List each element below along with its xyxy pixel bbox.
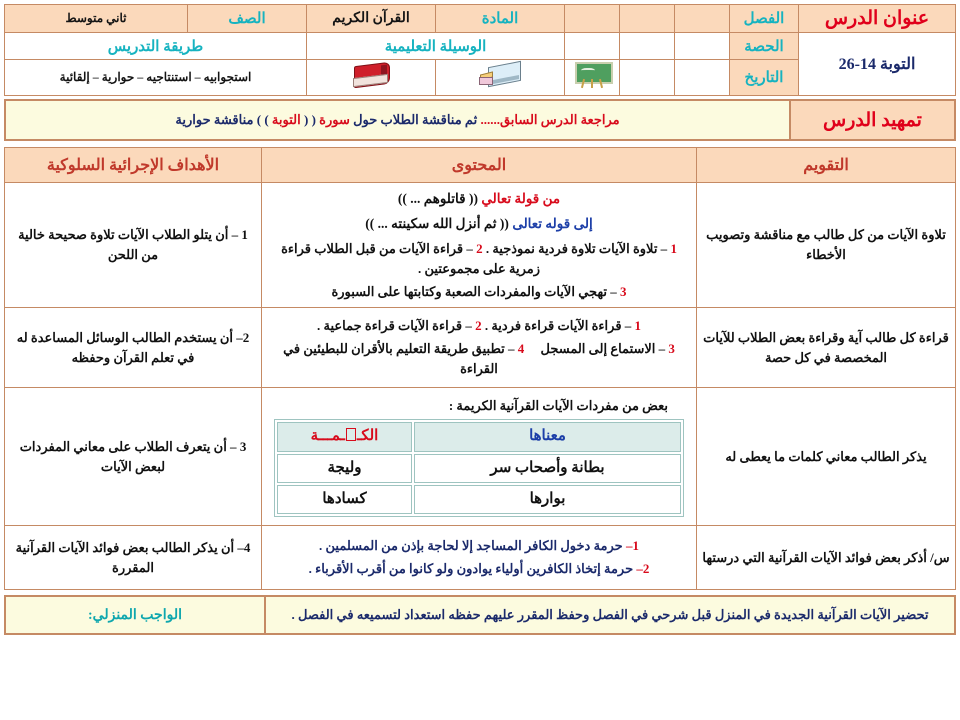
vocabulary-header-row bbox=[277, 422, 681, 451]
lesson-title-value: التوبة 14-26 bbox=[799, 33, 956, 96]
content-line-2a bbox=[266, 316, 692, 336]
vocabulary-row bbox=[277, 485, 681, 514]
vocabulary-intro-text: بعض من مفردات الآيات القرآنية الكريمة : bbox=[448, 398, 668, 414]
teaching-aid-label: الوسيلة التعليمية bbox=[307, 33, 565, 60]
step-number-2: 2 bbox=[475, 318, 482, 334]
header-info-table bbox=[4, 4, 956, 96]
header-row-2 bbox=[5, 33, 956, 60]
lesson-intro-row bbox=[5, 100, 955, 140]
content-steps-line-1 bbox=[266, 239, 692, 279]
content-line-4b bbox=[266, 559, 692, 579]
grade-value: ثاني متوسط bbox=[5, 5, 188, 33]
vocabulary-header-word bbox=[277, 422, 412, 451]
step-text-1: – قراءة الآيات قراءة فردية . bbox=[484, 318, 632, 334]
header-spacer-3 bbox=[565, 5, 620, 33]
ayah-from-label: من قولة تعالي bbox=[481, 191, 561, 206]
table-row bbox=[5, 526, 956, 590]
header-blank-3[interactable] bbox=[620, 60, 675, 96]
header-row-1 bbox=[5, 5, 956, 33]
content-cell-1 bbox=[262, 183, 697, 308]
teaching-method-value: استجوابيه – استنتاجيه – حوارية – إلقائية bbox=[5, 60, 307, 96]
table-row bbox=[5, 308, 956, 388]
period-label: الحصة bbox=[730, 33, 799, 60]
step-number-2: 2 bbox=[476, 240, 483, 256]
vocabulary-table bbox=[274, 419, 684, 517]
header-spacer-1 bbox=[675, 5, 730, 33]
homework-text: تحضير الآيات القرآنية الجديدة في المنزل قبل شرحي في الفصل وحفظ المقرر عليهم حفظه استعداد لتسميعه في الفصل . bbox=[265, 596, 955, 634]
intro-text-part5: مناقشة حوارية bbox=[175, 112, 254, 127]
blackboard-icon-cell bbox=[565, 60, 620, 96]
step-number-3: 3 bbox=[668, 341, 675, 357]
book-icon bbox=[351, 62, 391, 88]
content-cell-3 bbox=[262, 388, 697, 526]
date-value[interactable] bbox=[675, 60, 730, 96]
objective-cell-1: 1 – أن يتلو الطلاب الآيات تلاوة صحيحة خالية من اللحن bbox=[5, 183, 262, 308]
step-text-2: – قراءة الآيات قراءة جماعية . bbox=[316, 318, 472, 334]
content-steps-line-2 bbox=[266, 282, 692, 302]
header-spacer-2 bbox=[620, 5, 675, 33]
whiteboard-eraser-icon-cell bbox=[436, 60, 565, 96]
ayah-from-text: (( قاتلوهم ... )) bbox=[397, 191, 478, 206]
step-text-3: – تهجي الآيات والمفردات الصعبة وكتابتها على السبورة bbox=[331, 284, 617, 300]
intro-text-part3: ( ( bbox=[303, 112, 316, 127]
vocabulary-row bbox=[277, 454, 681, 483]
header-content: المحتوى bbox=[262, 148, 697, 183]
objective-cell-4: 4– أن يذكر الطالب بعض فوائد الآيات القرآنية المقررة bbox=[5, 526, 262, 590]
ayah-from-line bbox=[266, 189, 692, 210]
benefit-text-1: حرمة دخول الكافر المساجد إلا لحاجة بإذن من المسلمين . bbox=[319, 538, 623, 554]
subject-label: المادة bbox=[436, 5, 565, 33]
date-label: التاريخ bbox=[730, 60, 799, 96]
header-blank-1[interactable] bbox=[620, 33, 675, 60]
step-text-4: – تطبيق طريقة التعليم بالأقران للبطيئين في القراءة bbox=[283, 341, 515, 377]
main-table-header-row bbox=[5, 148, 956, 183]
table-row bbox=[5, 388, 956, 526]
vocabulary-meaning-1: بطانة وأصحاب سر bbox=[414, 454, 681, 483]
intro-surah-name: التوبة bbox=[271, 112, 301, 127]
table-row bbox=[5, 183, 956, 308]
lesson-title-label: عنوان الدرس bbox=[799, 5, 956, 33]
lesson-intro-label: تمهيد الدرس bbox=[790, 100, 955, 140]
header-objectives: الأهداف الإجرائية السلوكية bbox=[5, 148, 262, 183]
intro-text-part4: ) ) bbox=[256, 112, 269, 127]
whiteboard-eraser-icon bbox=[478, 62, 522, 88]
benefit-text-2: حرمة إتخاذ الكافرين أولياء يوادون ولو كانوا من أقرب الأقرباء . bbox=[308, 561, 634, 577]
intro-text-part2: ثم مناقشة الطلاب حول bbox=[353, 112, 478, 127]
intro-surah-word: سورة bbox=[319, 112, 350, 127]
step-number-3: 3 bbox=[620, 284, 627, 300]
content-cell-4 bbox=[262, 526, 697, 590]
vocabulary-header-meaning: معناها bbox=[414, 422, 681, 451]
vocabulary-meaning-2: بوارها bbox=[414, 485, 681, 514]
intro-text-part1: مراجعة الدرس السابق...... bbox=[480, 112, 620, 127]
step-number-1: 1 bbox=[670, 240, 677, 256]
ayah-to-line bbox=[266, 214, 692, 235]
vocabulary-word-1: وليجة bbox=[277, 454, 412, 483]
step-text-3: – الاستماع إلى المسجل bbox=[540, 341, 666, 357]
period-value[interactable] bbox=[675, 33, 730, 60]
benefit-number-1: 1– bbox=[625, 538, 639, 554]
homework-table bbox=[4, 595, 956, 635]
evaluation-cell-2: قراءة كل طالب آية وقراءة بعض الطلاب للآيات المخصصة في كل حصة bbox=[697, 308, 956, 388]
benefit-number-2: 2– bbox=[636, 561, 650, 577]
header-evaluation: التقويم bbox=[697, 148, 956, 183]
evaluation-cell-1: تلاوة الآيات من كل طالب مع مناقشة وتصويب الأخطاء bbox=[697, 183, 956, 308]
evaluation-cell-4: س/ أذكر بعض فوائد الآيات القرآنية التي درستها bbox=[697, 526, 956, 590]
header-blank-2[interactable] bbox=[565, 33, 620, 60]
step-text-1: – تلاوة الآيات تلاوة فردية نموذجية . bbox=[485, 240, 668, 256]
ayah-to-text: (( ثم أنزل الله سكينته ... )) bbox=[365, 215, 509, 231]
lesson-intro-text bbox=[5, 100, 790, 140]
homework-label: الواجب المنزلي: bbox=[5, 596, 265, 634]
book-icon-cell bbox=[307, 60, 436, 96]
grade-label: الصف bbox=[188, 5, 307, 33]
objective-cell-2: 2– أن يستخدم الطالب الوسائل المساعدة له في تعلم القرآن وحفظه bbox=[5, 308, 262, 388]
vocabulary-table-wrapper bbox=[266, 419, 692, 517]
class-label: الفصل bbox=[730, 5, 799, 33]
vocabulary-header-word-part-a: الكـ bbox=[356, 428, 379, 445]
vocabulary-word-2: كسادها bbox=[277, 485, 412, 514]
content-line-4a bbox=[266, 536, 692, 556]
step-number-4: 4 bbox=[517, 341, 525, 357]
ayah-to-label: إلى قوله تعالى bbox=[512, 215, 593, 231]
step-text-2: – قراءة الآيات من قبل الطلاب قراءة زمرية على مجموعتين . bbox=[281, 240, 540, 276]
content-cell-2 bbox=[262, 308, 697, 388]
homework-row bbox=[5, 596, 955, 634]
evaluation-cell-3: يذكر الطالب معاني كلمات ما يعطى له bbox=[697, 388, 956, 526]
step-number-1: 1 bbox=[634, 318, 642, 334]
lesson-main-table bbox=[4, 147, 956, 590]
subject-value: القرآن الكريم bbox=[307, 5, 436, 33]
missing-glyph-box bbox=[346, 428, 356, 441]
teaching-method-label: طريقة التدريس bbox=[5, 33, 307, 60]
content-line-2b bbox=[266, 339, 692, 379]
lesson-intro-table bbox=[4, 99, 956, 141]
objective-cell-3: 3 – أن يتعرف الطلاب على معاني المفردات لبعض الآيات bbox=[5, 388, 262, 526]
vocabulary-header-word-part-b: ـمـــة bbox=[310, 428, 345, 445]
blackboard-icon bbox=[571, 61, 613, 89]
